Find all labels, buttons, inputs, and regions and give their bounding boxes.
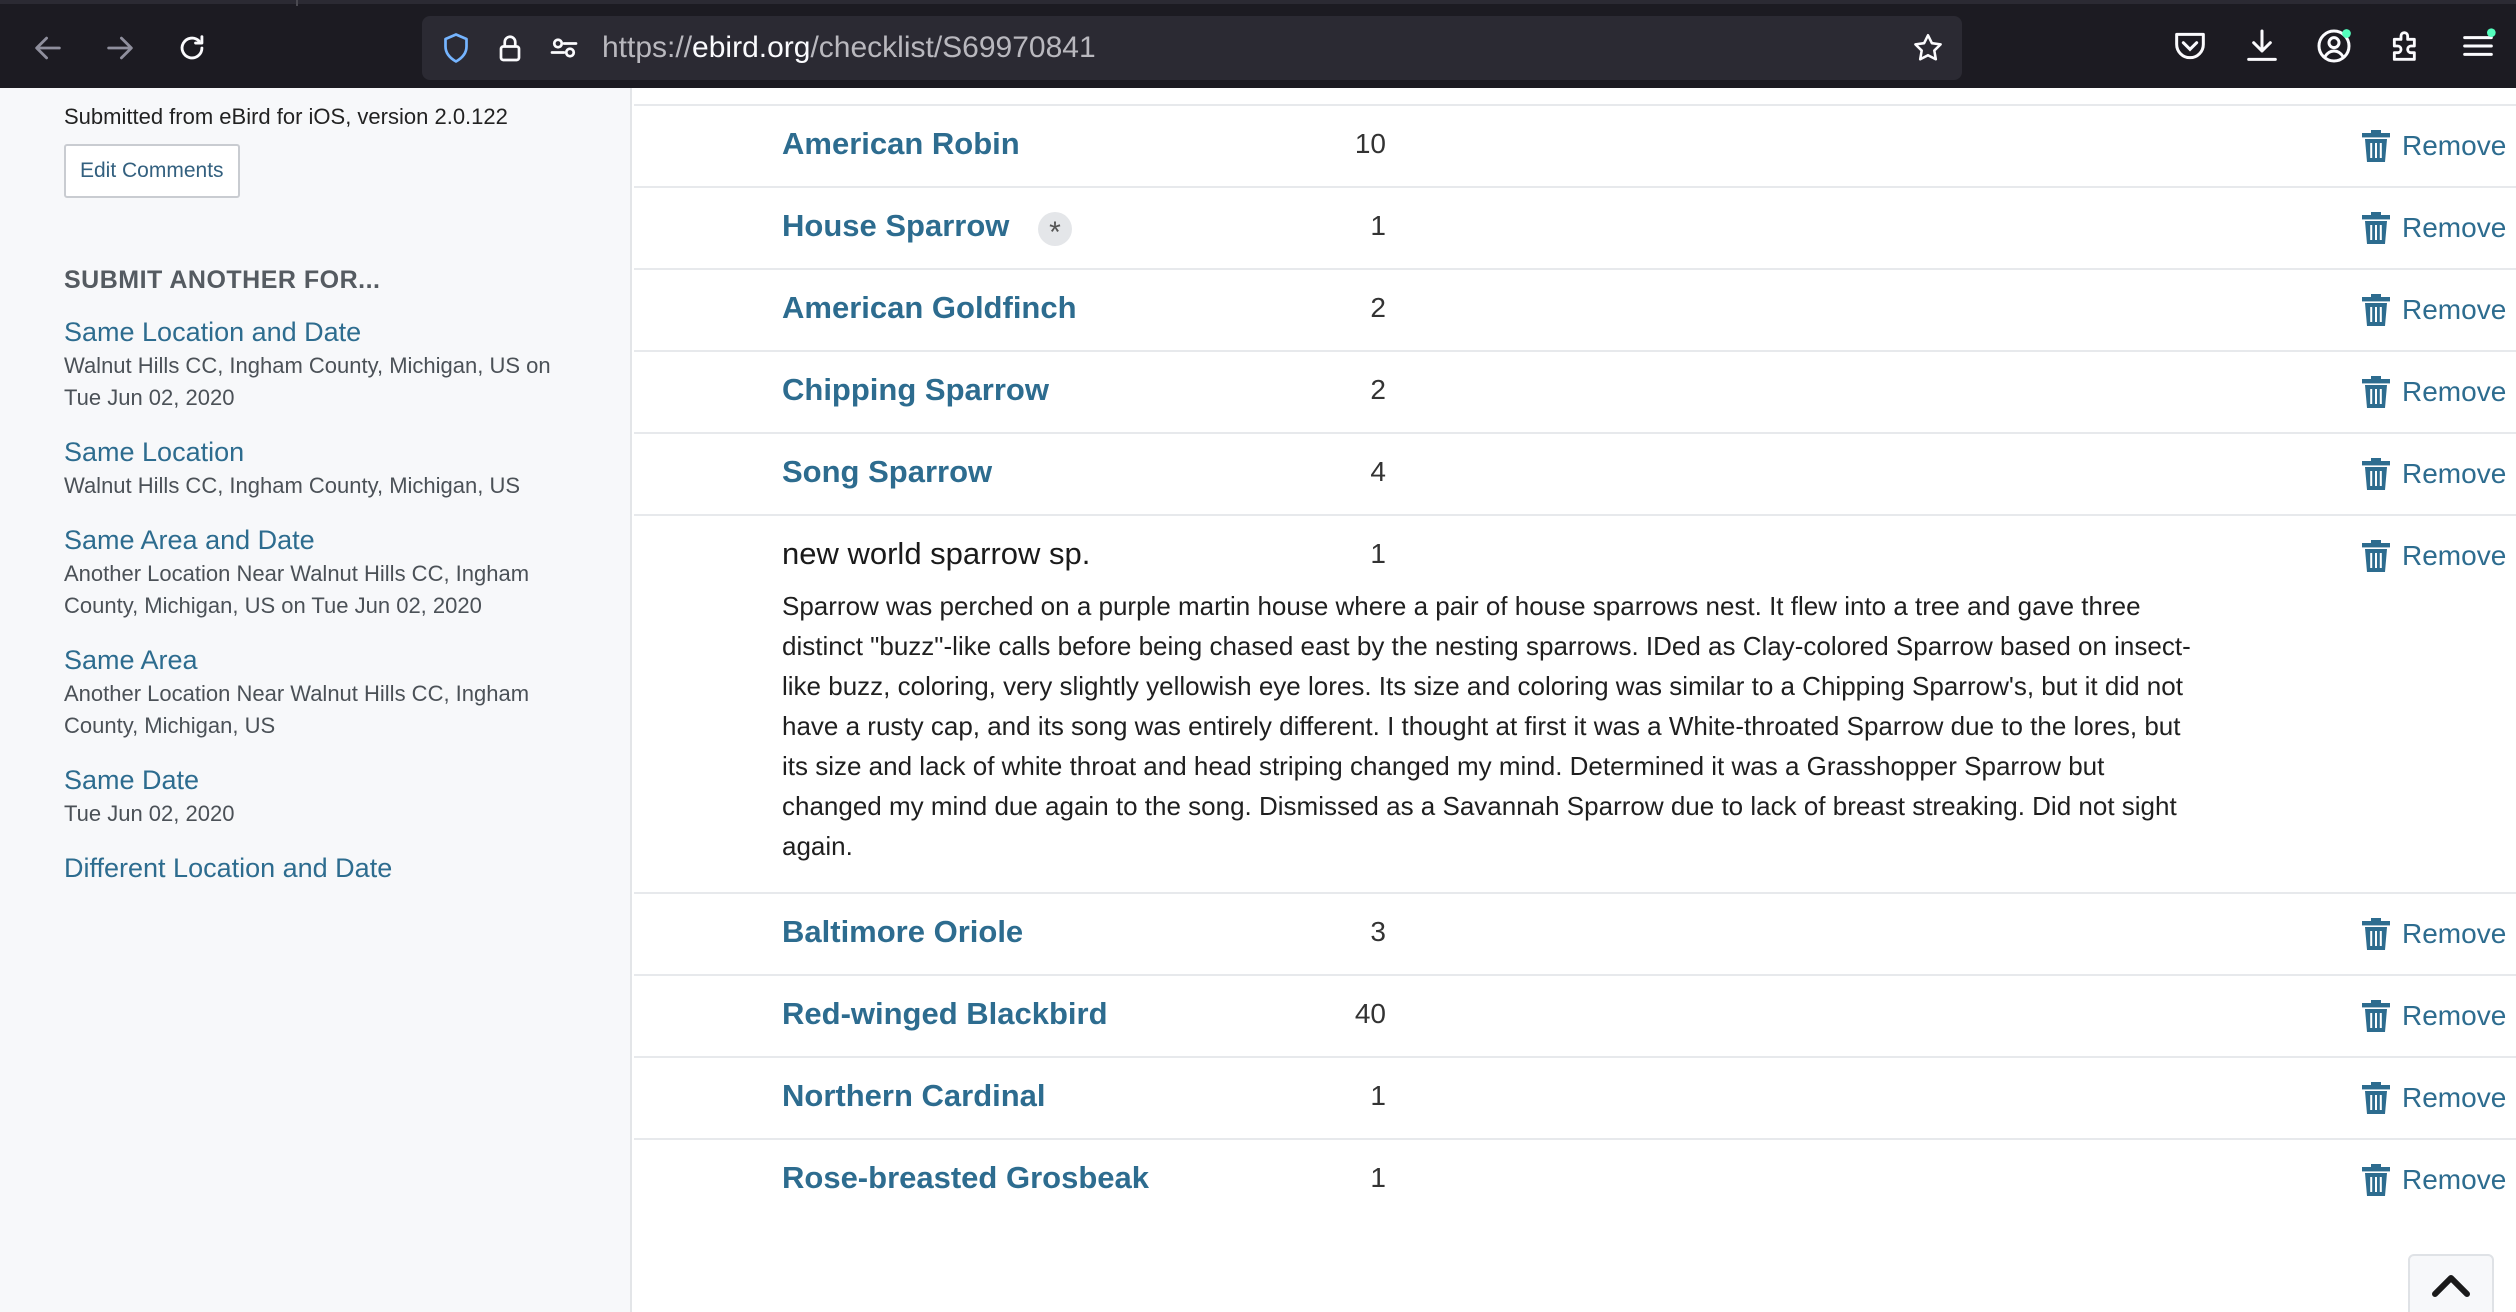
trash-icon bbox=[2362, 1082, 2390, 1114]
species-name-link[interactable]: American Robin bbox=[782, 126, 1020, 161]
browser-toolbar bbox=[0, 0, 2516, 88]
option-link[interactable]: Same Location bbox=[64, 437, 245, 467]
url-text[interactable] bbox=[602, 30, 1096, 66]
permissions-icon[interactable] bbox=[546, 30, 582, 66]
trash-icon bbox=[2362, 376, 2390, 408]
species-count: 1 bbox=[1370, 538, 1386, 569]
option-same-area bbox=[64, 642, 584, 742]
species-comment: Sparrow was perched on a purple martin house where a pair of house sparrows nest. It flew into a tree and gave three distinct "buzz"-like calls before being chased east by the nesting sparrows. IDed as Clay-colored Sparrow based on insect-like buzz, coloring, very slightly yellowish eye lores. Its size and coloring was similar to a Chipping Sparrow's, but it did not have a rusty cap, and its song was entirely different. I thought at first it was a White-throated Sparrow due to the lores, but its size and lack of white throat and head striping changed my mind. Determined it was a Grasshopper Sparrow but changed my mind due again to the song. Dismissed as a Savannah Sparrow due to lack of breast streaking. Did not sight again. bbox=[782, 591, 2191, 861]
remove-label: Remove bbox=[2402, 376, 2507, 407]
remove-label: Remove bbox=[2402, 918, 2507, 949]
species-count: 2 bbox=[1370, 292, 1386, 323]
sidebar bbox=[0, 88, 632, 1312]
submit-another-heading: SUBMIT ANOTHER FOR... bbox=[64, 266, 381, 294]
extensions-icon[interactable] bbox=[2386, 26, 2426, 66]
species-name-link[interactable]: Chipping Sparrow bbox=[782, 372, 1049, 407]
forward-button[interactable] bbox=[92, 20, 148, 76]
arrow-left-icon bbox=[31, 31, 65, 65]
species-name-link[interactable]: House Sparrow bbox=[782, 208, 1010, 243]
species-count: 2 bbox=[1370, 374, 1386, 405]
remove-label: Remove bbox=[2402, 294, 2507, 325]
remove-label: Remove bbox=[2402, 1082, 2507, 1113]
trash-icon bbox=[2362, 1164, 2390, 1196]
species-name-link[interactable]: Northern Cardinal bbox=[782, 1078, 1046, 1113]
reload-button[interactable] bbox=[164, 20, 220, 76]
table-row-with-comment bbox=[634, 516, 2516, 894]
option-description: Another Location Near Walnut Hills CC, Ingham County, Michigan, US on Tue Jun 02, 2020 bbox=[64, 561, 530, 618]
chevron-up-icon bbox=[2431, 1268, 2471, 1300]
tracking-protection-shield-icon[interactable] bbox=[438, 30, 474, 66]
species-count: 1 bbox=[1370, 1080, 1386, 1111]
option-description: Walnut Hills CC, Ingham County, Michigan, US bbox=[64, 473, 521, 498]
lock-icon[interactable] bbox=[492, 30, 528, 66]
remove-button[interactable] bbox=[2362, 212, 2506, 244]
option-description: Walnut Hills CC, Ingham County, Michigan, US on Tue Jun 02, 2020 bbox=[64, 353, 551, 410]
species-count: 40 bbox=[1354, 998, 1386, 1029]
species-name-link[interactable]: Baltimore Oriole bbox=[782, 914, 1024, 949]
bookmark-star-icon[interactable] bbox=[1910, 30, 1946, 66]
page-content bbox=[0, 88, 2516, 1312]
species-name-link[interactable]: American Goldfinch bbox=[782, 290, 1077, 325]
trash-icon bbox=[2362, 1000, 2390, 1032]
remove-button[interactable] bbox=[2362, 918, 2506, 950]
remove-label: Remove bbox=[2402, 540, 2507, 571]
option-same-area-and-date bbox=[64, 522, 584, 622]
tab-strip-edge bbox=[0, 0, 2516, 4]
asterisk-badge: * bbox=[1038, 212, 1072, 246]
trash-icon bbox=[2362, 540, 2390, 572]
option-same-location bbox=[64, 434, 584, 502]
table-row bbox=[634, 270, 2516, 352]
remove-label: Remove bbox=[2402, 458, 2507, 489]
remove-button[interactable] bbox=[2362, 458, 2506, 490]
remove-label: Remove bbox=[2402, 212, 2507, 243]
remove-button[interactable] bbox=[2362, 1164, 2506, 1196]
species-name-link[interactable]: Song Sparrow bbox=[782, 454, 993, 489]
url-prefix: https:// bbox=[602, 31, 693, 64]
remove-button[interactable] bbox=[2362, 1000, 2506, 1032]
species-name-link[interactable]: Red-winged Blackbird bbox=[782, 996, 1108, 1031]
remove-button[interactable] bbox=[2362, 540, 2506, 572]
option-link[interactable]: Same Date bbox=[64, 765, 200, 795]
option-different-location-and-date bbox=[64, 850, 584, 886]
option-description: Tue Jun 02, 2020 bbox=[64, 801, 235, 826]
table-row bbox=[634, 894, 2516, 976]
option-same-date bbox=[64, 762, 584, 830]
option-link[interactable]: Same Area and Date bbox=[64, 525, 315, 555]
species-count: 1 bbox=[1370, 1162, 1386, 1193]
species-count: 1 bbox=[1370, 210, 1386, 241]
remove-button[interactable] bbox=[2362, 294, 2506, 326]
remove-button[interactable] bbox=[2362, 376, 2506, 408]
table-row bbox=[634, 352, 2516, 434]
arrow-right-icon bbox=[103, 31, 137, 65]
back-button[interactable] bbox=[20, 20, 76, 76]
table-row bbox=[634, 434, 2516, 516]
option-link[interactable]: Same Location and Date bbox=[64, 317, 362, 347]
account-icon[interactable] bbox=[2314, 26, 2354, 66]
option-description: Another Location Near Walnut Hills CC, Ingham County, Michigan, US bbox=[64, 681, 530, 738]
option-same-location-and-date bbox=[64, 314, 584, 414]
table-row-partial bbox=[634, 88, 2516, 106]
table-row bbox=[634, 1058, 2516, 1140]
checklist-main bbox=[634, 88, 2516, 1312]
pocket-icon[interactable] bbox=[2170, 26, 2210, 66]
table-row bbox=[634, 188, 2516, 270]
table-row bbox=[634, 976, 2516, 1058]
submitted-from-text: Submitted from eBird for iOS, version 2.0.122 bbox=[64, 104, 508, 129]
species-name: new world sparrow sp. bbox=[782, 536, 1091, 571]
table-row bbox=[634, 1140, 2516, 1222]
menu-icon[interactable] bbox=[2458, 26, 2498, 66]
trash-icon bbox=[2362, 294, 2390, 326]
tab-divider bbox=[296, 0, 298, 6]
option-link[interactable]: Different Location and Date bbox=[64, 853, 393, 883]
remove-label: Remove bbox=[2402, 130, 2507, 161]
url-path: /checklist/S69970841 bbox=[810, 31, 1096, 64]
trash-icon bbox=[2362, 918, 2390, 950]
address-bar[interactable] bbox=[422, 16, 1962, 80]
download-icon[interactable] bbox=[2242, 26, 2282, 66]
remove-button[interactable] bbox=[2362, 1082, 2506, 1114]
remove-label: Remove bbox=[2402, 1164, 2507, 1195]
remove-label: Remove bbox=[2402, 1000, 2507, 1031]
url-host: ebird.org bbox=[692, 31, 811, 64]
trash-icon bbox=[2362, 130, 2390, 162]
option-link[interactable]: Same Area bbox=[64, 645, 198, 675]
species-count: 3 bbox=[1370, 916, 1386, 947]
trash-icon bbox=[2362, 458, 2390, 490]
species-count: 10 bbox=[1354, 128, 1386, 159]
species-count: 4 bbox=[1370, 456, 1386, 487]
reload-icon bbox=[175, 31, 209, 65]
species-name-link[interactable]: Rose-breasted Grosbeak bbox=[782, 1160, 1149, 1195]
trash-icon bbox=[2362, 212, 2390, 244]
table-row bbox=[634, 106, 2516, 188]
edit-comments-button[interactable]: Edit Comments bbox=[64, 144, 240, 198]
scroll-to-top-button[interactable] bbox=[2408, 1254, 2494, 1312]
remove-button[interactable] bbox=[2362, 130, 2506, 162]
